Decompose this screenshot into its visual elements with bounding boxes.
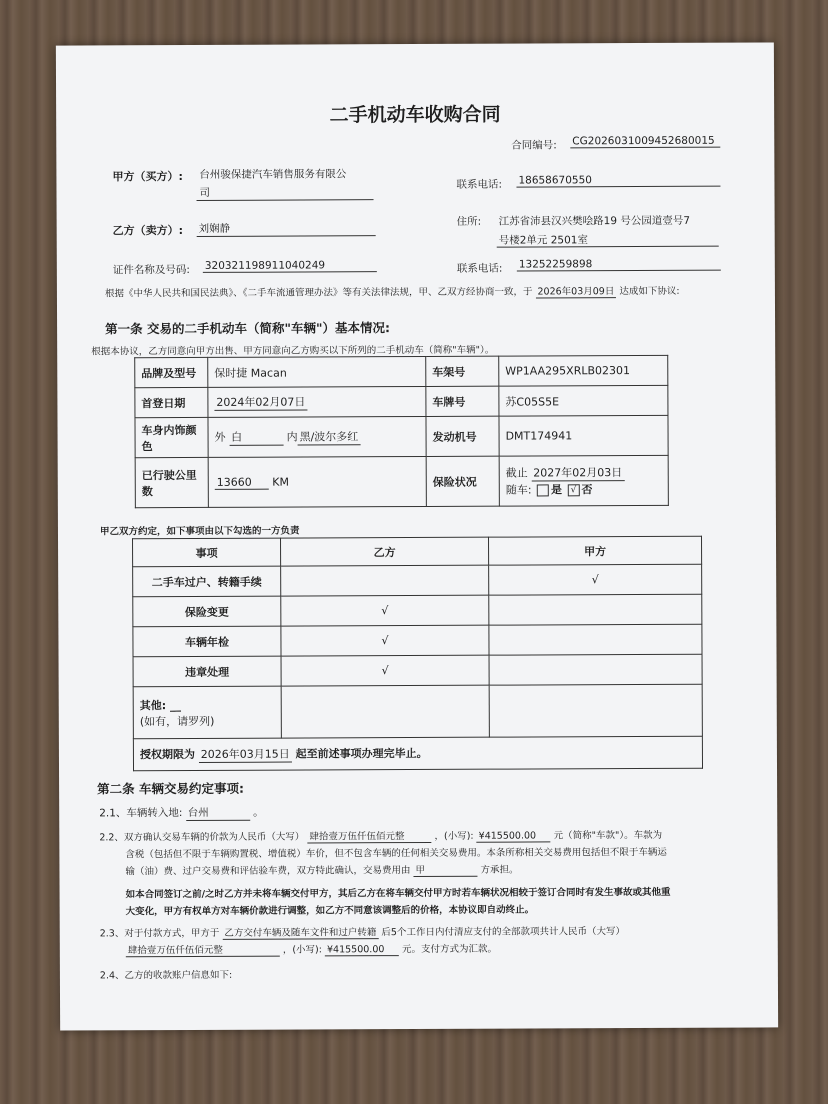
clause-2-2-line3 bbox=[125, 862, 518, 879]
plate-value: 苏C05S5E bbox=[499, 385, 668, 416]
reg-cell bbox=[208, 386, 426, 417]
resp-b-1: √ bbox=[281, 595, 489, 626]
id-label: 证件名称及号码: bbox=[112, 263, 190, 277]
c23-prefix: 2.3、对于付款方式，甲方于 bbox=[99, 927, 220, 940]
resp-b-0 bbox=[281, 565, 489, 596]
party-b-name: 刘娴静 bbox=[197, 220, 376, 237]
resp-b-2: √ bbox=[281, 625, 489, 656]
mileage-cell bbox=[208, 456, 426, 507]
party-b-label: 乙方（卖方）: bbox=[112, 224, 184, 238]
color-label-line2: 色 bbox=[141, 439, 153, 453]
resp-a-3 bbox=[489, 654, 702, 685]
clause-2-4: 2.4、乙方的收款账户信息如下: bbox=[99, 969, 233, 982]
contract-paper bbox=[56, 42, 778, 1030]
c22-payer: 甲 bbox=[413, 862, 477, 877]
int-prefix: 内 bbox=[286, 430, 298, 444]
clause-2-1 bbox=[99, 805, 264, 822]
preamble-text-1: 根据《中华人民共和国民法典》、《二手车流通管理办法》等有关法律法规，甲、乙双方经协商一致，于 bbox=[104, 286, 533, 300]
vehicle-table bbox=[134, 355, 669, 508]
resp-header-item: 事项 bbox=[133, 538, 281, 567]
resp-header-b: 乙方 bbox=[281, 537, 489, 566]
ext-prefix: 外 bbox=[214, 430, 226, 444]
resp-item-1: 保险变更 bbox=[133, 596, 281, 627]
auth-date: 2026年03月15日 bbox=[199, 746, 292, 763]
insurance-cell bbox=[499, 455, 668, 506]
mileage-unit: KM bbox=[272, 475, 290, 489]
article1-title: 第一条 交易的二手机动车（简称"车辆"）基本情况: bbox=[105, 320, 391, 337]
mileage-label-line2: 数 bbox=[141, 484, 153, 498]
resp-item-2: 车辆年检 bbox=[133, 626, 281, 657]
article1-intro: 根据本协议，乙方同意向甲方出售、甲方同意向乙方购买以下所列的二手机动车（简称"车辆"）。 bbox=[91, 344, 495, 358]
vehicle-row-mileage bbox=[135, 455, 668, 507]
opt-yes-label: 是 bbox=[550, 483, 563, 497]
vin-value: WP1AA295XRLB02301 bbox=[499, 355, 668, 386]
c22-line3-b: 方承担。 bbox=[480, 864, 519, 876]
auth-suffix: 起至前述事项办理完毕止。 bbox=[295, 746, 428, 761]
brand-value: 保时捷 Macan bbox=[208, 356, 426, 387]
c22-prefix: 2.2、双方确认交易车辆的价款为人民币（大写） bbox=[99, 831, 305, 844]
c23-mid: 后5个工作日内付清应支付的全部款项共计人民币（大写） bbox=[381, 926, 625, 939]
resp-other-a bbox=[489, 684, 702, 737]
c22-line3-a: 输（油）费、过户交易费和评估验车费，双方特此确认，交易费用由 bbox=[125, 865, 411, 878]
plate-label: 车牌号 bbox=[426, 386, 499, 416]
auth-prefix: 授权期限为 bbox=[139, 747, 195, 762]
engine-value: DMT174941 bbox=[499, 415, 668, 456]
c23-amount: ¥415500.00 bbox=[325, 944, 399, 956]
int-color: 黑/波尔多红 bbox=[298, 428, 361, 445]
opt-no-label: 否 bbox=[581, 483, 593, 497]
resp-a-1 bbox=[489, 594, 702, 625]
address-line2: 号楼2单元 2501室 bbox=[498, 234, 588, 247]
c22-amount: ¥415500.00 bbox=[477, 830, 551, 842]
vin-label: 车架号 bbox=[426, 356, 499, 386]
color-cell bbox=[208, 416, 426, 457]
clause-2-3-line1 bbox=[100, 923, 625, 940]
engine-label: 发动机号 bbox=[426, 416, 499, 456]
insurance-until-line bbox=[506, 464, 662, 482]
preamble-text-2: 达成如下协议: bbox=[619, 285, 680, 298]
resp-other-b bbox=[281, 685, 489, 738]
resp-row-2 bbox=[133, 624, 702, 656]
party-b-phone-label: 联系电话: bbox=[456, 262, 503, 275]
resp-other-cell bbox=[133, 686, 281, 739]
resp-item-3: 违章处理 bbox=[133, 656, 281, 687]
vehicle-row-reg bbox=[135, 385, 668, 417]
color-label bbox=[135, 417, 208, 457]
reg-label: 首登日期 bbox=[135, 387, 208, 417]
c21-suffix: 。 bbox=[253, 806, 264, 819]
resp-row-0 bbox=[133, 564, 702, 596]
party-a-phone-label: 联系电话: bbox=[456, 178, 503, 191]
party-b-phone: 13252259898 bbox=[517, 258, 721, 272]
address-underline bbox=[497, 246, 719, 248]
resp-row-other bbox=[133, 684, 702, 738]
address-line1: 江苏省沛县汉兴樊哙路19 号公园道壹号7 bbox=[498, 214, 691, 228]
preamble-date: 2026年03月09日 bbox=[535, 283, 616, 298]
c22-bold2: 大变化，甲方有权单方对车辆价款进行调整，如乙方不同意该调整后的价格，本协议即自动终止。 bbox=[125, 904, 535, 918]
c23-suffix: 元。支付方式为汇款。 bbox=[401, 943, 498, 956]
resp-table bbox=[132, 536, 703, 771]
mileage-label-line1: 已行驶公里 bbox=[141, 468, 197, 482]
resp-header-a: 甲方 bbox=[489, 536, 702, 565]
c21-value: 台州 bbox=[186, 805, 250, 821]
party-a-underline bbox=[197, 199, 374, 201]
party-a-name-line1: 台州骏保捷汽车销售服务有限公 bbox=[199, 168, 347, 181]
contract-no-label: 合同编号: bbox=[511, 139, 557, 152]
c22-mid: ，(小写): bbox=[434, 830, 474, 842]
insurance-with-car-line bbox=[506, 481, 662, 498]
checkbox-yes[interactable] bbox=[537, 484, 549, 496]
resp-a-2 bbox=[489, 624, 702, 655]
contract-title: 二手机动车收购合同 bbox=[329, 103, 501, 127]
auth-cell bbox=[133, 736, 702, 770]
resp-row-3 bbox=[133, 654, 702, 686]
brand-label: 品牌及型号 bbox=[135, 357, 208, 387]
reg-date: 2024年02月07日 bbox=[214, 393, 307, 410]
c23-mid2: ，(小写): bbox=[282, 944, 322, 956]
address-label: 住所: bbox=[456, 215, 482, 228]
color-label-line1: 车身内饰颜 bbox=[141, 423, 197, 437]
contract-no: CG2026031009452680015 bbox=[570, 135, 720, 149]
c22-suffix: 元（简称"车款"）。车款为 bbox=[553, 829, 663, 842]
checkbox-no[interactable]: √ bbox=[567, 484, 579, 496]
party-a-label: 甲方（买方）: bbox=[112, 170, 183, 184]
resp-other-note: (如有，请罗列) bbox=[139, 714, 215, 728]
c22-bold1: 如本合同签订之前/之时乙方并未将车辆交付甲方，其后乙方在将车辆交付甲方时若车辆状况相较于签订合同时有发生事故或其他重 bbox=[125, 886, 671, 901]
resp-other-label: 其他: __ bbox=[139, 698, 181, 712]
resp-row-auth bbox=[133, 736, 702, 770]
article2-title: 第二条 车辆交易约定事项: bbox=[97, 780, 244, 797]
c22-amount-cn: 肆拾壹万伍仟伍佰元整 bbox=[307, 828, 431, 844]
ext-color: 白 bbox=[229, 429, 283, 446]
resp-row-1 bbox=[133, 594, 702, 626]
resp-a-0: √ bbox=[489, 564, 702, 595]
resp-intro: 甲乙双方约定，如下事项由以下勾选的一方负责 bbox=[99, 525, 300, 538]
resp-item-0: 二手车过户、转籍手续 bbox=[133, 566, 281, 597]
c23-cond: 乙方交付车辆及随车文件和过户转籍 bbox=[222, 924, 378, 940]
party-a-phone: 18658670550 bbox=[516, 174, 720, 188]
c23-amount-cn: 肆拾壹万伍仟伍佰元整 bbox=[126, 942, 280, 958]
c21-prefix: 2.1、车辆转入地: bbox=[99, 807, 183, 820]
insurance-label: 保险状况 bbox=[426, 456, 499, 506]
clause-2-3-line2 bbox=[126, 941, 497, 958]
preamble bbox=[105, 283, 680, 301]
resp-header-row bbox=[133, 536, 702, 566]
id-number: 320321198911040249 bbox=[203, 259, 377, 273]
vehicle-row-color bbox=[135, 415, 668, 457]
mileage-value: 13660 bbox=[215, 475, 269, 489]
c22-line2: 含税（包括但不限于车辆购置税、增值税）车价，但不包含车辆的任何相关交易费用。本条所称相关交易费用包括但不限于车辆运 bbox=[125, 846, 667, 861]
resp-b-3: √ bbox=[281, 655, 489, 686]
party-a-name-line2: 司 bbox=[199, 186, 211, 199]
ins-with-car: 随车: bbox=[505, 483, 532, 497]
mileage-label bbox=[135, 457, 208, 507]
vehicle-row-brand bbox=[135, 355, 668, 387]
ins-until-prefix: 截止 bbox=[505, 466, 528, 480]
clause-2-2-line1 bbox=[99, 827, 662, 844]
ins-until-date: 2027年02月03日 bbox=[531, 464, 624, 481]
